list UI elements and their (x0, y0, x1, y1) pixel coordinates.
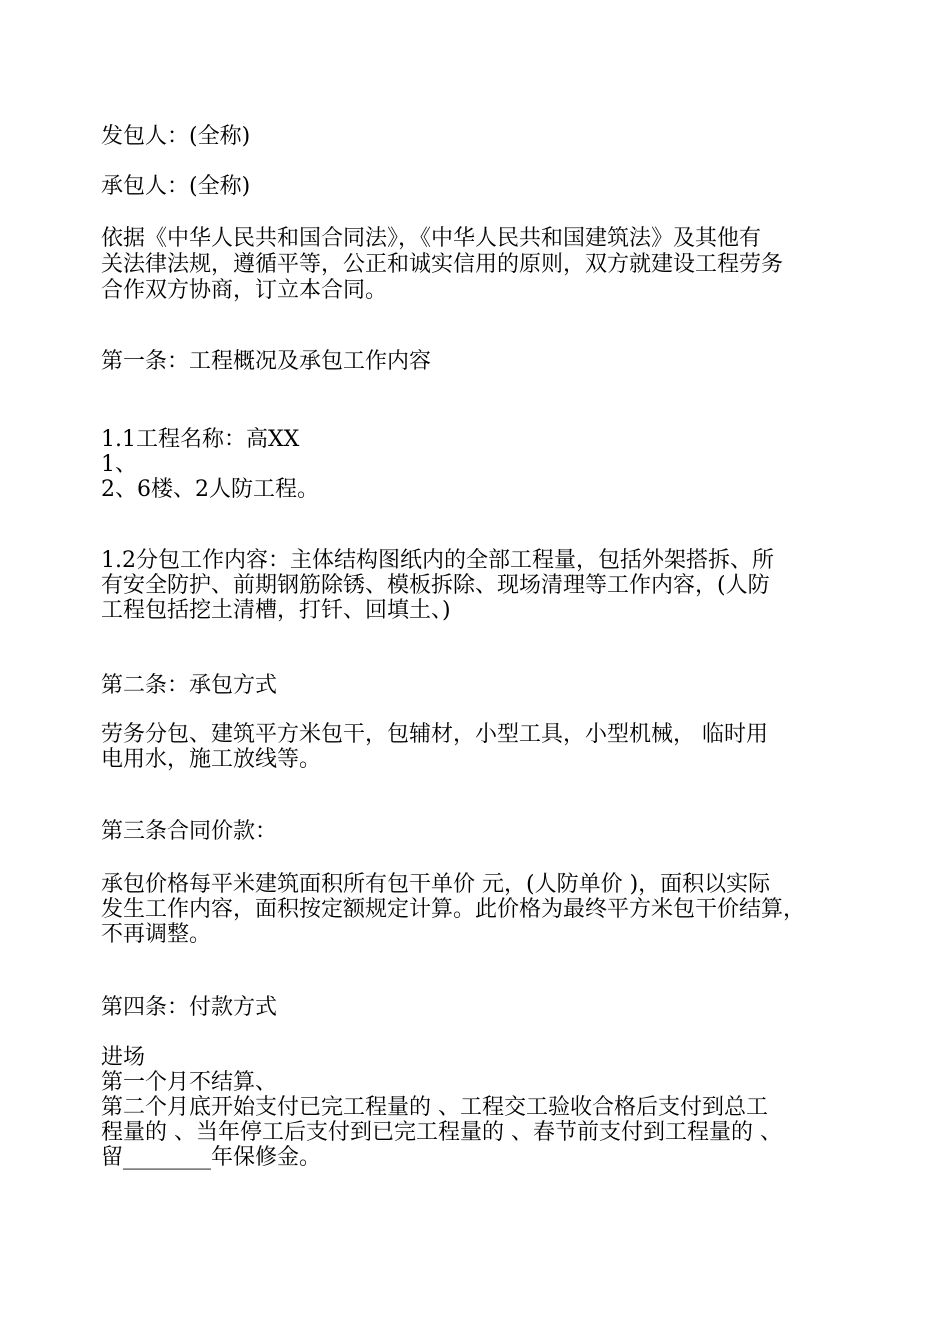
payment-line-1: 进场 (101, 1045, 146, 1070)
preamble-line-1: 依据《中华人民共和国合同法》，《中华人民共和国建筑法》及其他有 (101, 226, 762, 251)
price-line-2: 发生工作内容，面积按定额规定计算。此价格为最终平方米包干价结算， (101, 897, 806, 922)
employer-line: 发包人：(全称) (101, 124, 251, 149)
payment-line-2: 第一个月不结算、 (101, 1070, 278, 1095)
contract-method-line-1: 劳务分包、建筑平方米包干，包辅材，小型工具，小型机械， 临时用 (101, 722, 768, 747)
contract-method-line-2: 电用水，施工放线等。 (101, 747, 322, 772)
scope-line-1: 1.2分包工作内容：主体结构图纸内的全部工程量，包括外架搭拆、所 (101, 548, 774, 573)
scope-line-2: 有安全防护、前期钢筋除锈、模板拆除、现场清理等工作内容，(人防 (101, 573, 770, 598)
project-item-2: 2、6楼、2人防工程。 (101, 477, 319, 502)
scope-line-3: 工程包括挖土清槽，打钎、回填土、) (101, 598, 451, 623)
price-line-3: 不再调整。 (101, 922, 212, 947)
payment-line-5: 留________年保修金。 (101, 1145, 322, 1170)
article-4-heading: 第四条：付款方式 (101, 995, 278, 1020)
preamble-line-3: 合作双方协商，订立本合同。 (101, 278, 388, 303)
payment-line-3: 第二个月底开始支付已完工程量的 、工程交工验收合格后支付到总工 (101, 1095, 768, 1120)
article-2-heading: 第二条：承包方式 (101, 673, 278, 698)
article-3-heading: 第三条合同价款： (101, 819, 278, 844)
contractor-line: 承包人：(全称) (101, 174, 251, 199)
payment-line-4: 程量的 、当年停工后支付到已完工程量的 、春节前支付到工程量的 、 (101, 1120, 782, 1145)
price-line-1: 承包价格每平米建筑面积所有包干单价 元，(人防单价 )，面积以实际 (101, 872, 771, 897)
project-name-line: 1.1工程名称：高XX (101, 427, 300, 452)
preamble-line-2: 关法律法规，遵循平等，公正和诚实信用的原则，双方就建设工程劳务 (101, 252, 784, 277)
article-1-heading: 第一条：工程概况及承包工作内容 (101, 349, 432, 374)
project-item-1: 1、 (101, 452, 137, 477)
